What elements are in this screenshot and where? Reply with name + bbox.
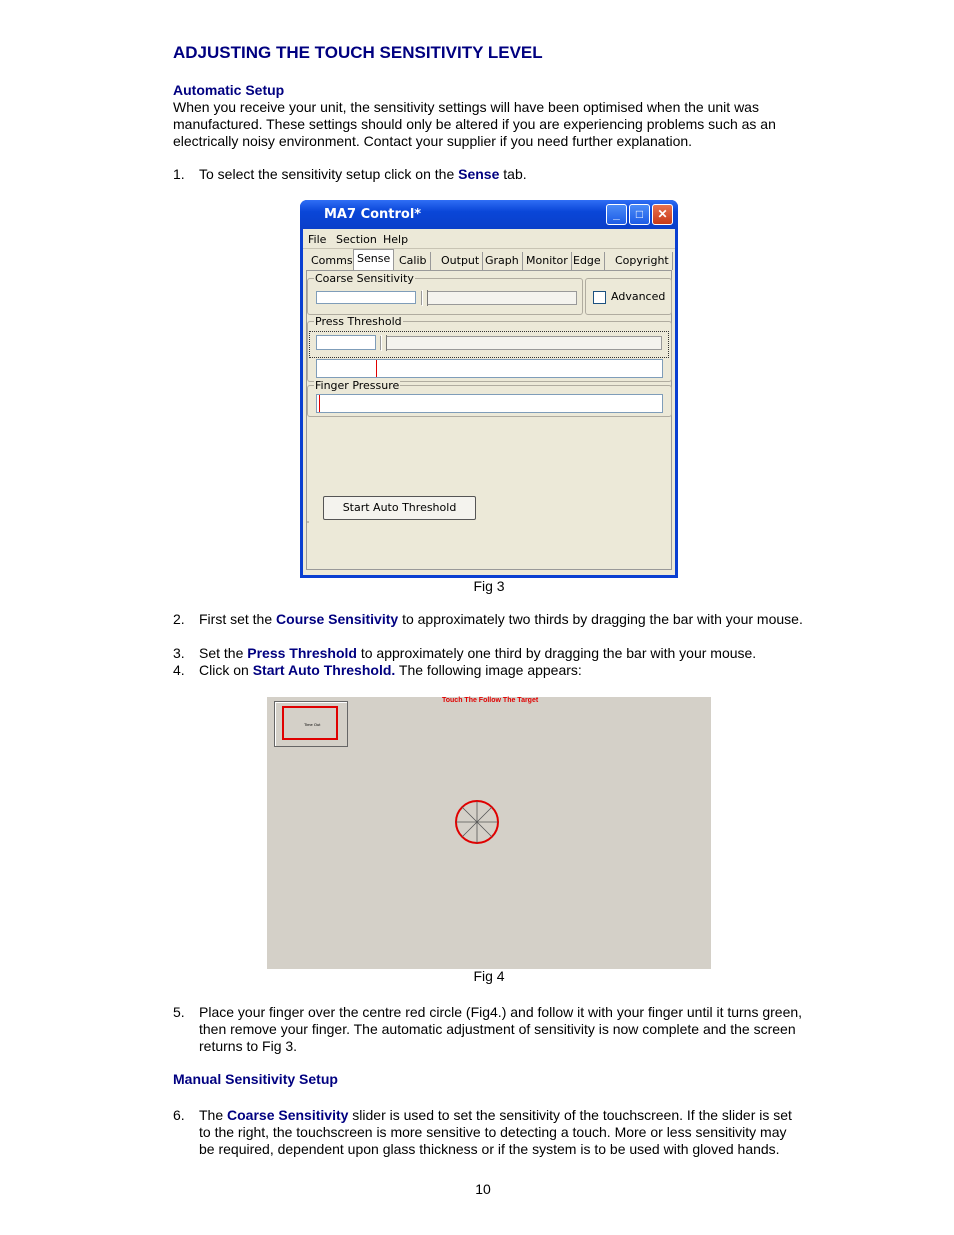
tab-output[interactable]: Output bbox=[438, 252, 483, 270]
window-titlebar bbox=[300, 200, 678, 229]
press-threshold-meter bbox=[316, 359, 663, 378]
finger-pressure-group bbox=[307, 379, 672, 417]
menu-help[interactable]: Help bbox=[383, 233, 409, 246]
slider-thumb[interactable] bbox=[381, 335, 387, 351]
page-heading: ADJUSTING THE TOUCH SENSITIVITY LEVEL bbox=[173, 43, 543, 62]
automatic-setup-heading: Automatic Setup bbox=[173, 82, 285, 98]
tab-edge[interactable]: Edge bbox=[570, 252, 605, 270]
close-icon[interactable]: ✕ bbox=[652, 204, 673, 225]
pressure-marker bbox=[319, 395, 320, 412]
press-threshold-slider[interactable] bbox=[380, 336, 662, 350]
step-number: 1. bbox=[173, 166, 185, 182]
step-text: slider is used to set the sensitivity of the touchscreen. If the slider is set to the right, the touchscreen is more sensitive to detecting a touch. More or less sensitivity may be required, dependent upon glass thickness or if the system is to be used with gloved hands. bbox=[199, 1107, 792, 1157]
coarse-sensitivity-slider[interactable] bbox=[421, 291, 577, 305]
step-emphasis: Sense bbox=[458, 166, 500, 182]
window-title: MA7 Control* bbox=[324, 207, 422, 222]
step-text: The bbox=[199, 1107, 228, 1123]
ma7-control-window bbox=[300, 200, 678, 578]
step-number: 3. bbox=[173, 645, 185, 661]
threshold-marker bbox=[376, 360, 377, 377]
step-emphasis: Start Auto Threshold. bbox=[252, 662, 396, 678]
target-circle-icon[interactable] bbox=[454, 799, 500, 845]
timeout-label: Time Out bbox=[304, 722, 321, 727]
start-auto-threshold-button[interactable]: Start Auto Threshold bbox=[323, 496, 476, 520]
target-banner: Touch The Follow The Target bbox=[442, 697, 539, 704]
tab-calib[interactable]: Calib bbox=[396, 252, 431, 270]
advanced-label: Advanced bbox=[611, 290, 666, 303]
step-text: First set the bbox=[199, 611, 277, 627]
slider-thumb[interactable] bbox=[422, 290, 428, 306]
timeout-box bbox=[274, 701, 348, 747]
press-threshold-value bbox=[316, 335, 376, 350]
menu-file[interactable]: File bbox=[308, 233, 327, 246]
step-text: Click on bbox=[199, 662, 253, 678]
window-client-area bbox=[303, 229, 675, 575]
fig3-caption: Fig 3 bbox=[473, 578, 505, 594]
step-number: 5. bbox=[173, 1004, 185, 1020]
step-text: Place your finger over the centre red circle (Fig4.) and follow it with your finger until it turns green, then remove your finger. The automatic adjustment of sensitivity is now complete and the screen returns to Fig 3. bbox=[199, 1004, 803, 1054]
advanced-group bbox=[585, 278, 672, 315]
automatic-setup-paragraph: When you receive your unit, the sensitivity settings will have been optimised when the unit was manufactured. These settings should only be altered if you are experiencing problems such as an electrically noisy environment. Contact your supplier if you need further explanation. bbox=[173, 99, 776, 149]
coarse-sensitivity-group bbox=[307, 272, 583, 315]
finger-pressure-meter bbox=[316, 394, 663, 413]
page-number: 10 bbox=[475, 1181, 491, 1197]
tab-comms[interactable]: Comms bbox=[308, 252, 357, 270]
manual-setup-heading: Manual Sensitivity Setup bbox=[173, 1071, 338, 1087]
step-text: To select the sensitivity setup click on the bbox=[199, 166, 459, 182]
step-emphasis: Coarse Sensitivity bbox=[227, 1107, 349, 1123]
step-text: The following image appears: bbox=[395, 662, 582, 678]
step-number: 2. bbox=[173, 611, 185, 627]
finger-pressure-label: Finger Pressure bbox=[315, 379, 400, 392]
step-emphasis: Press Threshold bbox=[247, 645, 357, 661]
step-text: Set the bbox=[199, 645, 248, 661]
coarse-sensitivity-label: Coarse Sensitivity bbox=[315, 272, 414, 285]
step-number: 6. bbox=[173, 1107, 185, 1123]
press-threshold-group bbox=[307, 315, 672, 382]
tab-sense[interactable]: Sense bbox=[353, 249, 394, 270]
advanced-checkbox[interactable] bbox=[593, 291, 606, 304]
menu-section[interactable]: Section bbox=[336, 233, 377, 246]
step-emphasis: Course Sensitivity bbox=[276, 611, 399, 627]
step-text: tab. bbox=[499, 166, 527, 182]
press-threshold-label: Press Threshold bbox=[315, 315, 402, 328]
fig4-target-screen bbox=[267, 697, 711, 969]
minimize-icon[interactable]: _ bbox=[606, 204, 627, 225]
tab-graph[interactable]: Graph bbox=[482, 252, 523, 270]
fig4-caption: Fig 4 bbox=[473, 968, 505, 984]
step-number: 4. bbox=[173, 662, 185, 678]
step-text: to approximately two thirds by dragging the bar with your mouse. bbox=[398, 611, 803, 627]
tab-monitor[interactable]: Monitor bbox=[523, 252, 572, 270]
step-text: to approximately one third by dragging the bar with your mouse. bbox=[356, 645, 757, 661]
coarse-sensitivity-value bbox=[316, 291, 416, 304]
maximize-icon[interactable]: □ bbox=[629, 204, 650, 225]
tab-copyright[interactable]: Copyright bbox=[612, 252, 673, 270]
